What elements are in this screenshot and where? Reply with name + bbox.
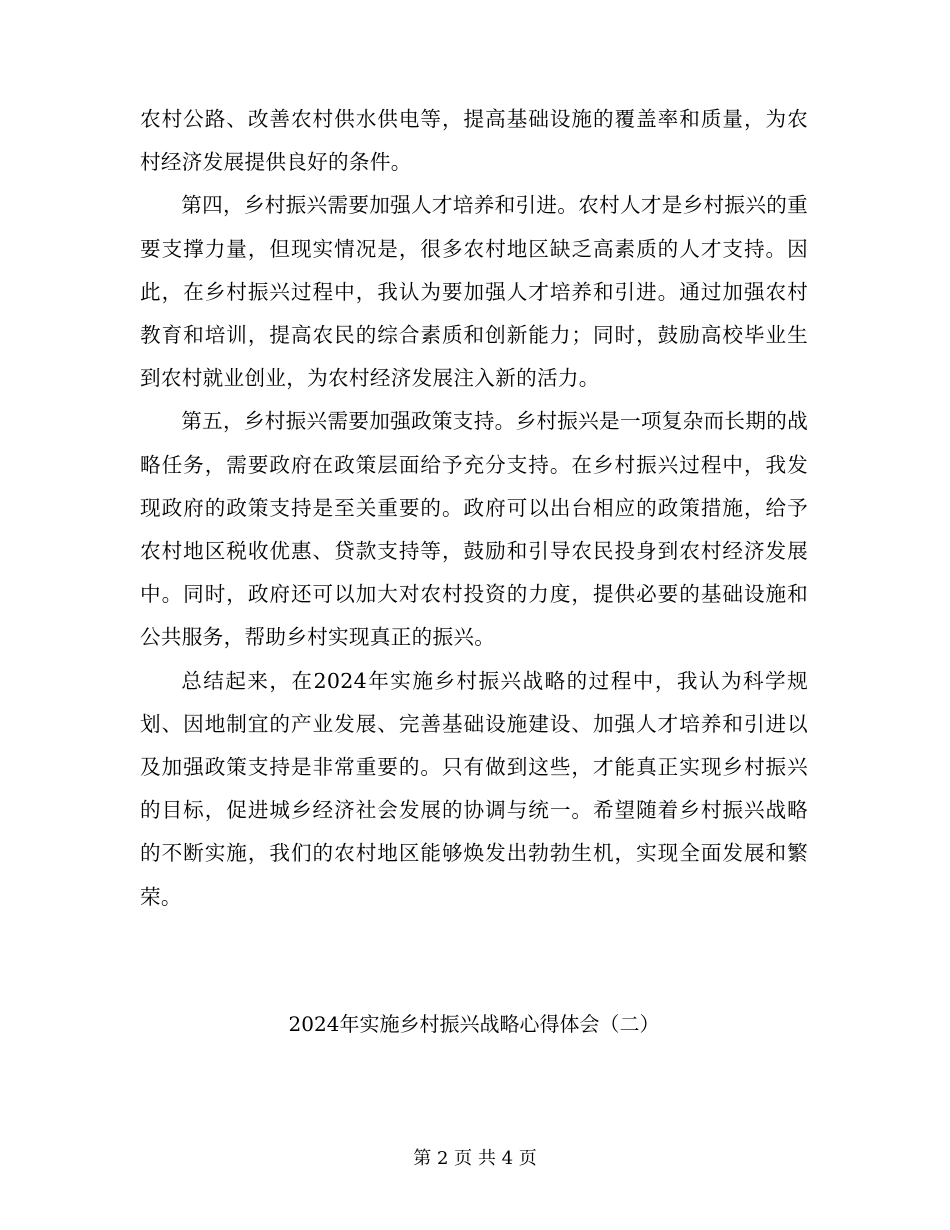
paragraph-fifth-point: 第五，乡村振兴需要加强政策支持。乡村振兴是一项复杂而长期的战略任务，需要政府在政策层面给予充分支持。在乡村振兴过程中，我发现政府的政策支持是至关重要的。政府可以出台相应的政策措施，给予农村地区税收优惠、贷款支持等，鼓励和引导农民投身到农村经济发展中。同时，政府还可以加大对农村投资的力度，提供必要的基础设施和公共服务，帮助乡村实现真正的振兴。 (140, 409, 808, 650)
document-body (140, 98, 808, 919)
paragraph-conclusion: 总结起来，在2024年实施乡村振兴战略的过程中，我认为科学规划、因地制宜的产业发展、完善基础设施建设、加强人才培养和引进以及加强政策支持是非常重要的。只有做到这些，才能真正实现乡村振兴的目标，促进城乡经济社会发展的协调与统一。希望随着乡村振兴战略的不断实施，我们的农村地区能够焕发出勃勃生机，实现全面发展和繁荣。 (140, 668, 808, 909)
section-title: 2024年实施乡村振兴战略心得体会（二） (288, 1012, 660, 1036)
paragraph-continuation: 农村公路、改善农村供水供电等，提高基础设施的覆盖率和质量，为农村经济发展提供良好的条件。 (140, 107, 808, 175)
page-number-footer: 第 2 页 共 4 页 (413, 1148, 537, 1169)
paragraph-fourth-point: 第四，乡村振兴需要加强人才培养和引进。农村人才是乡村振兴的重要支撑力量，但现实情况是，很多农村地区缺乏高素质的人才支持。因此，在乡村振兴过程中，我认为要加强人才培养和引进。通过加强农村教育和培训，提高农民的综合素质和创新能力；同时，鼓励高校毕业生到农村就业创业，为农村经济发展注入新的活力。 (140, 193, 808, 391)
